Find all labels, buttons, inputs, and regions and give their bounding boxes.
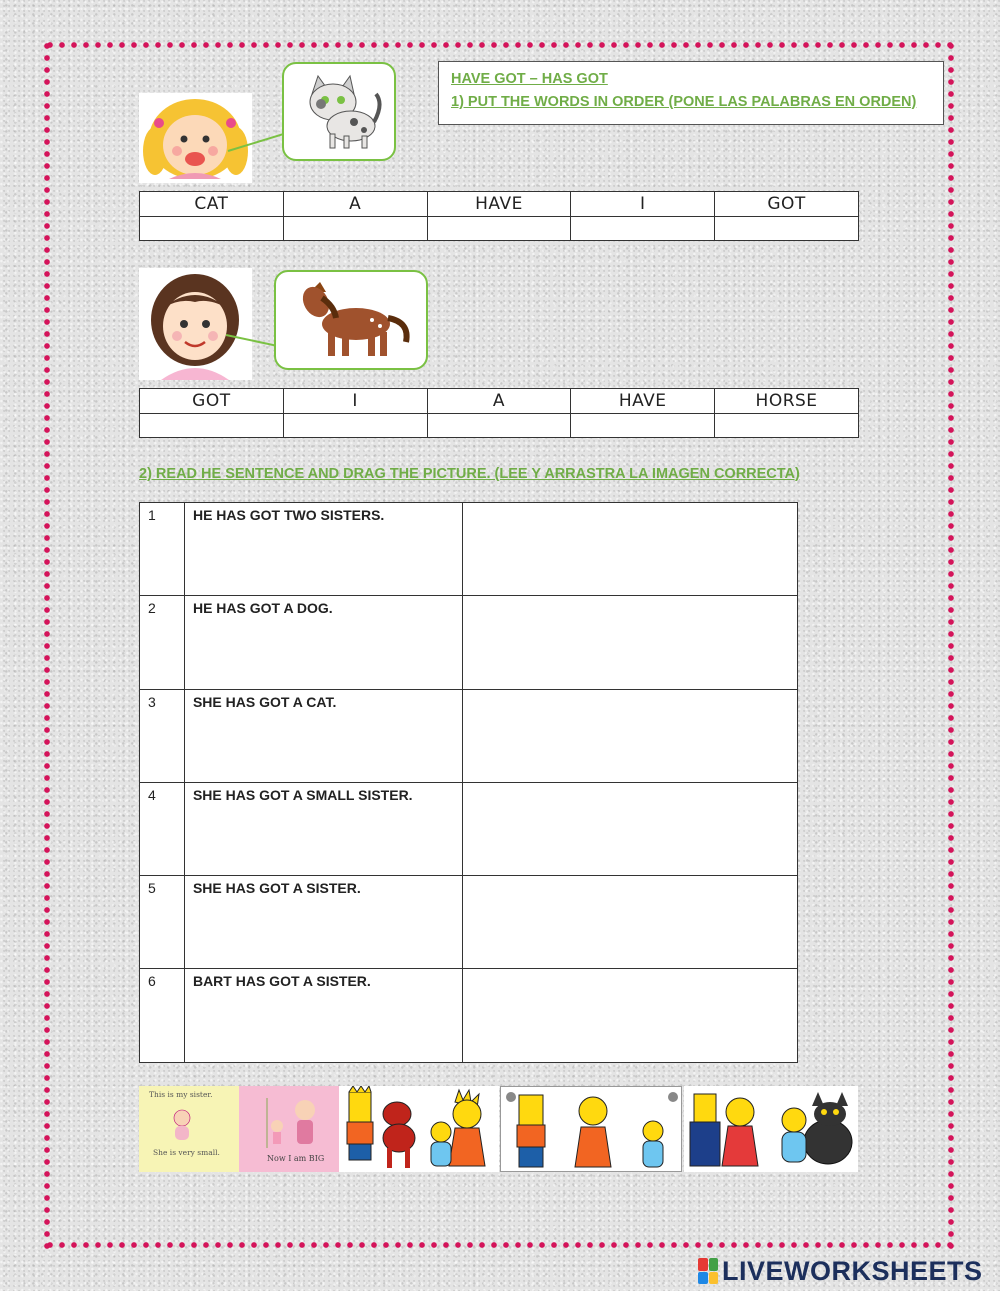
sentence-text: BART HAS GOT A SISTER. <box>184 969 462 1062</box>
table-row <box>140 876 798 969</box>
sentence-text: SHE HAS GOT A SISTER. <box>184 876 462 969</box>
bart-lisa-icon <box>684 1086 766 1172</box>
picture-drop-zone[interactable] <box>462 969 797 1062</box>
word-tile[interactable]: HAVE <box>571 389 715 414</box>
draggable-picture-lisa-maggie[interactable] <box>421 1086 499 1172</box>
answer-slot[interactable] <box>571 414 715 438</box>
top-border-hearts <box>44 40 956 50</box>
bart-dog-icon <box>339 1086 421 1172</box>
picture-drop-zone[interactable] <box>462 689 797 782</box>
answer-slot[interactable] <box>283 414 427 438</box>
table-row <box>140 689 798 782</box>
row-number: 4 <box>140 782 185 875</box>
word-tile[interactable]: I <box>571 192 715 217</box>
answer-slot[interactable] <box>427 414 571 438</box>
worksheet-title: HAVE GOT – HAS GOT <box>451 71 608 87</box>
word-tile[interactable]: GOT <box>715 192 859 217</box>
picture-drop-zone[interactable] <box>462 782 797 875</box>
table-row <box>140 969 798 1062</box>
row-number: 1 <box>140 503 185 596</box>
picture-caption: Now I am BIG <box>267 1154 325 1163</box>
liveworksheets-logo <box>698 1256 983 1286</box>
simpsons-siblings-icon <box>501 1087 682 1172</box>
draggable-picture-bart-lisa[interactable] <box>684 1086 766 1172</box>
right-border-hearts <box>946 40 956 1250</box>
answer-slot[interactable] <box>715 414 859 438</box>
picture-caption: This is my sister. <box>149 1090 213 1099</box>
word-tile[interactable]: A <box>427 389 571 414</box>
answer-slot[interactable] <box>283 217 427 241</box>
word-tile[interactable]: A <box>283 192 427 217</box>
blonde-girl-image <box>139 93 252 183</box>
logo-badge-icon <box>698 1258 718 1284</box>
lisa-maggie-icon <box>421 1086 499 1172</box>
girls-icon <box>245 1092 335 1152</box>
word-order-table-2 <box>139 388 859 438</box>
brunette-girl-image <box>139 268 252 380</box>
row-number: 3 <box>140 689 185 782</box>
word-tile[interactable]: I <box>283 389 427 414</box>
word-tile[interactable]: CAT <box>140 192 284 217</box>
answer-slot[interactable] <box>715 217 859 241</box>
title-box <box>438 61 944 125</box>
picture-drop-zone[interactable] <box>462 876 797 969</box>
sentence-text: HE HAS GOT A DOG. <box>184 596 462 689</box>
draggable-picture-three-siblings[interactable] <box>500 1086 682 1172</box>
answer-slot[interactable] <box>427 217 571 241</box>
word-tile[interactable]: GOT <box>140 389 284 414</box>
row-number: 6 <box>140 969 185 1062</box>
left-border-hearts <box>42 40 52 1250</box>
row-number: 2 <box>140 596 185 689</box>
sentence-table <box>139 502 798 1063</box>
table-row <box>140 596 798 689</box>
answer-slot[interactable] <box>571 217 715 241</box>
baby-icon <box>167 1108 197 1142</box>
word-order-table-1 <box>139 191 859 241</box>
picture-drop-zone[interactable] <box>462 503 797 596</box>
exercise1-instruction: 1) PUT THE WORDS IN ORDER (PONE LAS PALABRAS EN ORDEN) <box>451 94 917 110</box>
sentence-text: HE HAS GOT TWO SISTERS. <box>184 503 462 596</box>
cat-icon <box>284 64 394 159</box>
word-tile[interactable]: HAVE <box>427 192 571 217</box>
row-number: 5 <box>140 876 185 969</box>
word-tile[interactable]: HORSE <box>715 389 859 414</box>
answer-slot[interactable] <box>140 414 284 438</box>
horse-icon <box>276 272 426 368</box>
bottom-border-hearts <box>44 1240 956 1250</box>
sentence-text: SHE HAS GOT A CAT. <box>184 689 462 782</box>
draggable-picture-small-sister[interactable] <box>139 1086 239 1172</box>
exercise2-instruction: 2) READ HE SENTENCE AND DRAG THE PICTURE. (LEE Y ARRASTRA LA IMAGEN CORRECTA) <box>139 466 800 482</box>
speech-bubble-horse <box>274 270 428 370</box>
draggable-picture-big-girl[interactable] <box>239 1086 339 1172</box>
draggable-picture-maggie-cat[interactable] <box>766 1086 858 1172</box>
sentence-text: SHE HAS GOT A SMALL SISTER. <box>184 782 462 875</box>
table-row <box>140 782 798 875</box>
logo-text: LIVEWORKSHEETS <box>722 1255 983 1286</box>
maggie-cat-icon <box>766 1086 858 1172</box>
table-row <box>140 503 798 596</box>
draggable-picture-bart-dog[interactable] <box>339 1086 421 1172</box>
picture-drop-zone[interactable] <box>462 596 797 689</box>
speech-bubble-cat <box>282 62 396 161</box>
answer-slot[interactable] <box>140 217 284 241</box>
picture-caption: She is very small. <box>153 1148 220 1157</box>
